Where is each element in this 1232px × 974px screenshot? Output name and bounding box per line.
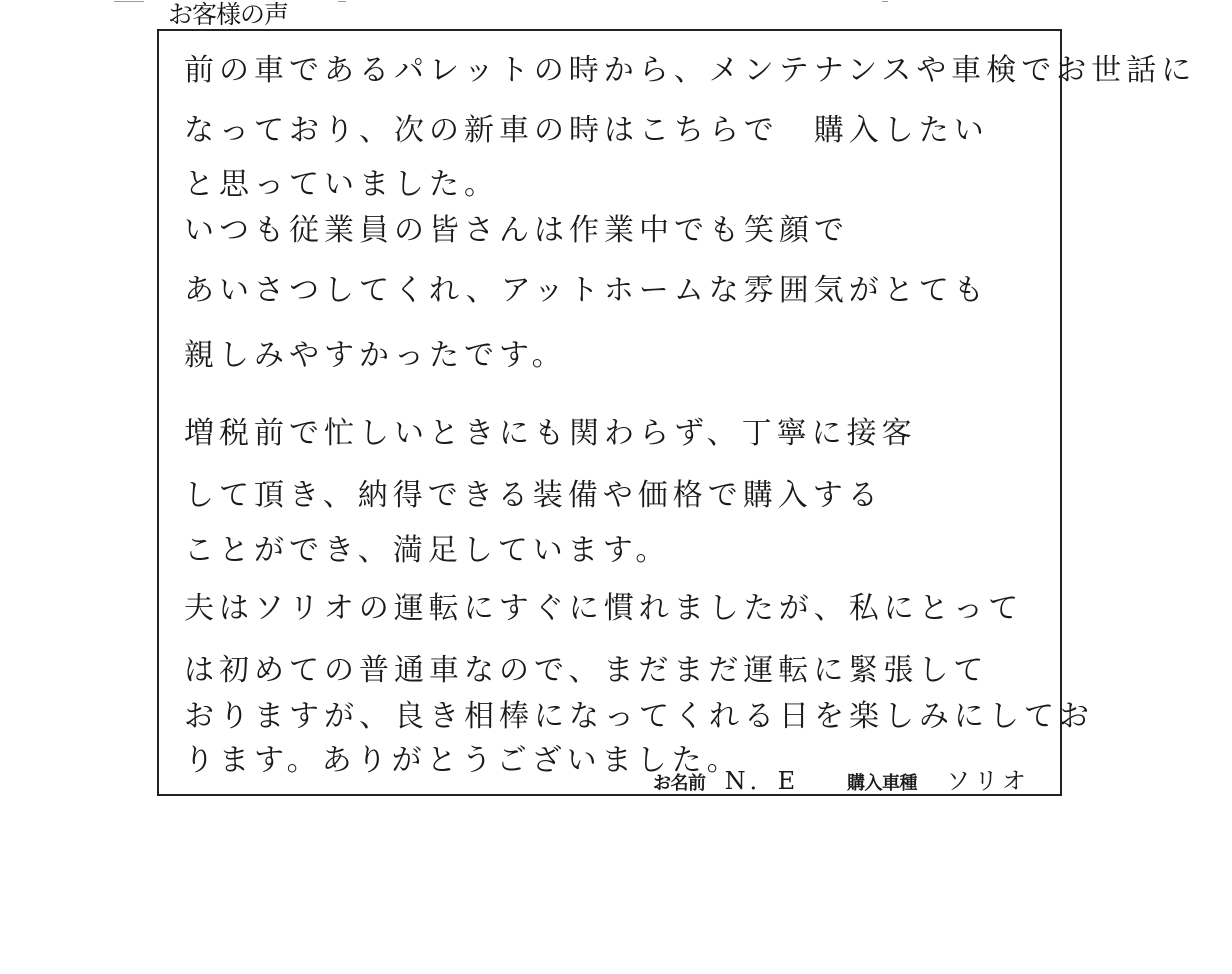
testimonial-line-12: おりますが、良き相棒になってくれる日を楽しみにしてお bbox=[184, 699, 1094, 734]
scan-speck bbox=[882, 1, 888, 2]
name-value: N．E bbox=[724, 767, 800, 795]
name-label: お名前 bbox=[653, 773, 706, 794]
testimonial-line-10: 夫はソリオの運転にすぐに慣れましたが、私にとって bbox=[184, 591, 1024, 626]
testimonial-line-7: 増税前で忙しいときにも関わらず、丁寧に接客 bbox=[184, 416, 917, 451]
scan-speck bbox=[114, 1, 144, 2]
testimonial-line-5: あいさつしてくれ、アットホームな雰囲気がとても bbox=[184, 273, 989, 308]
testimonial-line-11: は初めての普通車なので、まだまだ運転に緊張して bbox=[184, 653, 989, 688]
model-value: ソリオ bbox=[946, 767, 1030, 795]
signature-name bbox=[653, 761, 799, 796]
testimonial-line-6: 親しみやすかったです。 bbox=[184, 338, 567, 373]
testimonial-line-9: ことができ、満足しています。 bbox=[184, 533, 671, 568]
page-title: お客様の声 bbox=[168, 0, 289, 29]
testimonial-line-8: して頂き、納得できる装備や価格で購入する bbox=[184, 478, 883, 513]
signature-model bbox=[847, 761, 1030, 796]
testimonial-line-4: いつも従業員の皆さんは作業中でも笑顔で bbox=[184, 213, 849, 248]
testimonial-line-1: 前の車であるパレットの時から、メンテナンスや車検でお世話に bbox=[184, 53, 1197, 88]
testimonial-line-13: ります。ありがとうございました。 bbox=[184, 743, 742, 778]
scan-speck bbox=[338, 1, 346, 2]
testimonial-card bbox=[157, 29, 1197, 796]
testimonial-line-3: と思っていました。 bbox=[184, 167, 499, 202]
testimonial-line-2: なっており、次の新車の時はこちらで 購入したい bbox=[184, 113, 989, 148]
model-label: 購入車種 bbox=[847, 773, 917, 794]
